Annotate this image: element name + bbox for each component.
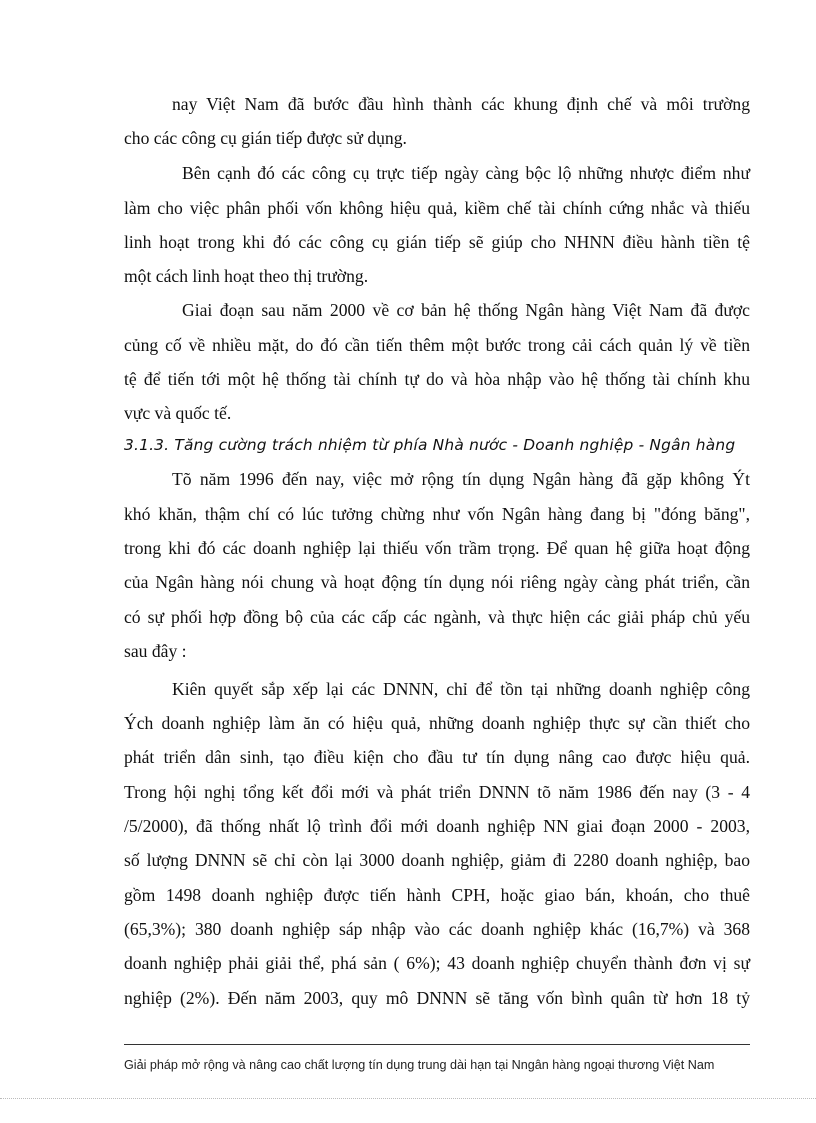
paragraph-4-line-2: khó khăn, thậm chí có lúc tưởng chừng như vốn Ngân hàng đang bị "đóng băng", (124, 504, 750, 524)
paragraph-3-line-4: vực và quốc tế. (124, 403, 232, 423)
paragraph-5-line-8: (65,3%); 380 doanh nghiệp sáp nhập vào các doanh nghiệp khác (16,7%) và 368 (124, 919, 750, 939)
paragraph-5-line-5: /5/2000), đã thống nhất lộ trình đổi mới doanh nghiệp NN giai đoạn 2000 - 2003, (124, 816, 750, 836)
paragraph-3-line-3: tệ để tiến tới một hệ thống tài chính tự do và hòa nhập vào hệ thống tài chính khu (124, 369, 750, 389)
paragraph-4-line-1: Tõ năm 1996 đến nay, việc mở rộng tín dụng Ngân hàng đã gặp không Ýt (172, 469, 750, 489)
paragraph-5-line-4: Trong hội nghị tổng kết đổi mới và phát triển DNNN tõ năm 1986 đến nay (3 - 4 (124, 782, 750, 802)
section-heading: 3.1.3. Tăng cường trách nhiệm từ phía Nhà nước - Doanh nghiệp - Ngân hàng (124, 436, 736, 454)
paragraph-1-line-1: nay Việt Nam đã bước đầu hình thành các khung định chế và môi trường (172, 94, 750, 114)
paragraph-4-line-3: trong khi đó các doanh nghiệp lại thiếu vốn trầm trọng. Để quan hệ giữa hoạt động (124, 538, 750, 558)
paragraph-5-line-2: Ých doanh nghiệp làm ăn có hiệu quả, những doanh nghiệp thực sự cần thiết cho (124, 713, 750, 733)
paragraph-5-line-1: Kiên quyết sắp xếp lại các DNNN, chỉ để tồn tại những doanh nghiệp công (172, 679, 750, 699)
paragraph-4-line-6: sau đây : (124, 641, 187, 661)
paragraph-4-line-4: của Ngân hàng nói chung và hoạt động tín dụng nói riêng ngày càng phát triển, cần (124, 572, 750, 592)
paragraph-2-line-4: một cách linh hoạt theo thị trường. (124, 266, 369, 286)
paragraph-2-line-1: Bên cạnh đó các công cụ trực tiếp ngày càng bộc lộ những nhược điểm như (182, 163, 750, 183)
paragraph-5-line-10: nghiệp (2%). Đến năm 2003, quy mô DNNN sẽ tăng vốn bình quân từ hơn 18 tỷ (124, 988, 750, 1008)
paragraph-5-line-3: phát triển dân sinh, tạo điều kiện cho đầu tư tín dụng nâng cao được hiệu quả. (124, 747, 750, 767)
footer-divider (124, 1044, 750, 1045)
paragraph-3-line-1: Giai đoạn sau năm 2000 về cơ bản hệ thống Ngân hàng Việt Nam đã được (182, 300, 750, 320)
footer-caption: Giải pháp mở rộng và nâng cao chất lượng tín dụng trung dài hạn tại Nngân hàng ngoại thương Việt Nam (124, 1058, 715, 1072)
paragraph-3-line-2: củng cố về nhiều mặt, do đó cần tiến thêm một bước trong cải cách quản lý về tiền (124, 335, 750, 355)
page-bottom-edge (0, 1098, 816, 1099)
paragraph-5-line-9: doanh nghiệp phải giải thể, phá sản ( 6%); 43 doanh nghiệp chuyển thành đơn vị sự (124, 953, 750, 973)
paragraph-5-line-7: gồm 1498 doanh nghiệp được tiến hành CPH, hoặc giao bán, khoán, cho thuê (124, 885, 750, 905)
paragraph-2-line-2: làm cho việc phân phối vốn không hiệu quả, kiềm chế tài chính cứng nhắc và thiếu (124, 198, 750, 218)
paragraph-1-line-2: cho các công cụ gián tiếp được sử dụng. (124, 128, 407, 148)
paragraph-2-line-3: linh hoạt trong khi đó các công cụ gián tiếp sẽ giúp cho NHNN điều hành tiền tệ (124, 232, 750, 252)
paragraph-4-line-5: có sự phối hợp đồng bộ của các cấp các ngành, và thực hiện các giải pháp chủ yếu (124, 607, 750, 627)
paragraph-5-line-6: số lượng DNNN sẽ chỉ còn lại 3000 doanh nghiệp, giảm đi 2280 doanh nghiệp, bao (124, 850, 750, 870)
